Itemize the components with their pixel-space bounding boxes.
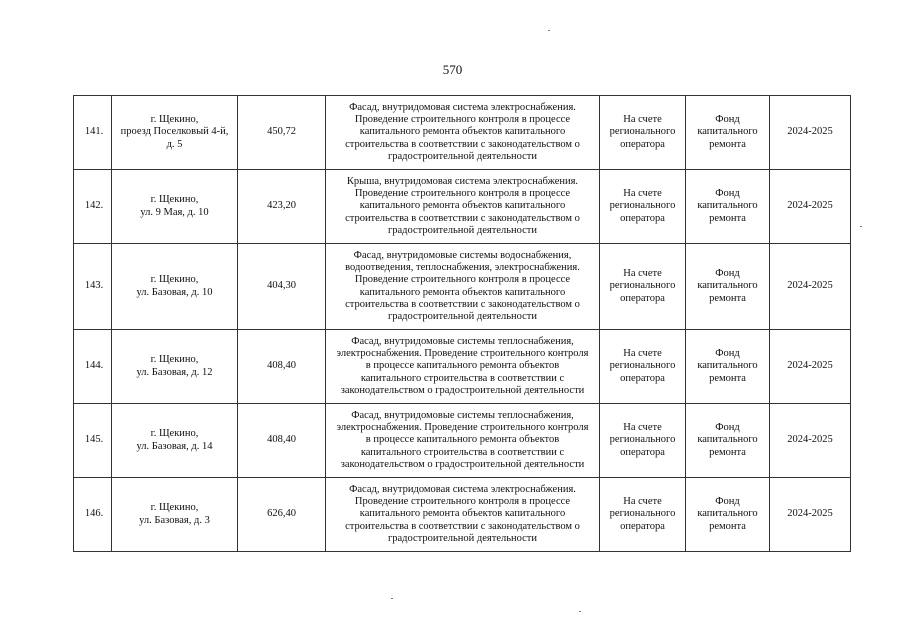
works-cell: Фасад, внутридомовые системы водоснабжения, водоотведения, теплоснабжения, электроснабжения. Проведение строительного контроля в процессе капитального ремонта объектов капитального строительства в соответствии с законодательством о градостроительной деятельности: [326, 244, 600, 330]
account-cell: На счете регионального оператора: [600, 404, 686, 478]
address-cell: г. Щекино, проезд Поселковый 4-й, д. 5: [112, 96, 238, 170]
scan-speck: [860, 226, 862, 227]
fund-cell: Фонд капитального ремонта: [686, 96, 770, 170]
area-cell: 404,30: [238, 244, 326, 330]
works-cell: Фасад, внутридомовые системы теплоснабжения, электроснабжения. Проведение строительного контроля в процессе капитального ремонта объектов капитального строительства в соответствии с законодательством о градостроительной деятельности: [326, 330, 600, 404]
address-cell: г. Щекино, ул. Базовая, д. 10: [112, 244, 238, 330]
period-cell: 2024-2025: [770, 244, 851, 330]
address-cell: г. Щекино, ул. Базовая, д. 12: [112, 330, 238, 404]
area-cell: 408,40: [238, 330, 326, 404]
works-cell: Фасад, внутридомовая система электроснабжения. Проведение строительного контроля в процессе капитального ремонта объектов капитального строительства в соответствии с законодательством о градостроительной деятельности: [326, 478, 600, 552]
account-cell: На счете регионального оператора: [600, 330, 686, 404]
period-cell: 2024-2025: [770, 96, 851, 170]
account-cell: На счете регионального оператора: [600, 478, 686, 552]
area-cell: 408,40: [238, 404, 326, 478]
works-cell: Фасад, внутридомовая система электроснабжения. Проведение строительного контроля в процессе капитального ремонта объектов капитального строительства в соответствии с законодательством о градостроительной деятельности: [326, 96, 600, 170]
row-number: 144.: [74, 330, 112, 404]
account-cell: На счете регионального оператора: [600, 170, 686, 244]
scan-speck: [579, 611, 581, 612]
table-row: [74, 404, 851, 478]
row-number: 143.: [74, 244, 112, 330]
address-cell: г. Щекино, ул. 9 Мая, д. 10: [112, 170, 238, 244]
row-number: 145.: [74, 404, 112, 478]
scan-speck: [548, 30, 550, 31]
fund-cell: Фонд капитального ремонта: [686, 404, 770, 478]
fund-cell: Фонд капитального ремонта: [686, 478, 770, 552]
records-table: [73, 95, 851, 552]
area-cell: 423,20: [238, 170, 326, 244]
table-row: [74, 170, 851, 244]
scan-speck: [391, 598, 393, 599]
fund-cell: Фонд капитального ремонта: [686, 244, 770, 330]
row-number: 146.: [74, 478, 112, 552]
account-cell: На счете регионального оператора: [600, 96, 686, 170]
table-row: [74, 330, 851, 404]
account-cell: На счете регионального оператора: [600, 244, 686, 330]
period-cell: 2024-2025: [770, 330, 851, 404]
address-cell: г. Щекино, ул. Базовая, д. 14: [112, 404, 238, 478]
period-cell: 2024-2025: [770, 404, 851, 478]
page-number: 570: [442, 62, 463, 77]
works-cell: Крыша, внутридомовая система электроснабжения. Проведение строительного контроля в процессе капитального ремонта объектов капитального строительства в соответствии с законодательством о градостроительной деятельности: [326, 170, 600, 244]
fund-cell: Фонд капитального ремонта: [686, 330, 770, 404]
table-row: [74, 244, 851, 330]
period-cell: 2024-2025: [770, 170, 851, 244]
fund-cell: Фонд капитального ремонта: [686, 170, 770, 244]
area-cell: 626,40: [238, 478, 326, 552]
address-cell: г. Щекино, ул. Базовая, д. 3: [112, 478, 238, 552]
table-row: [74, 96, 851, 170]
area-cell: 450,72: [238, 96, 326, 170]
table-row: [74, 478, 851, 552]
row-number: 142.: [74, 170, 112, 244]
works-cell: Фасад, внутридомовые системы теплоснабжения, электроснабжения. Проведение строительного контроля в процессе капитального ремонта объектов капитального строительства в соответствии с законодательством о градостроительной деятельности: [326, 404, 600, 478]
row-number: 141.: [74, 96, 112, 170]
period-cell: 2024-2025: [770, 478, 851, 552]
